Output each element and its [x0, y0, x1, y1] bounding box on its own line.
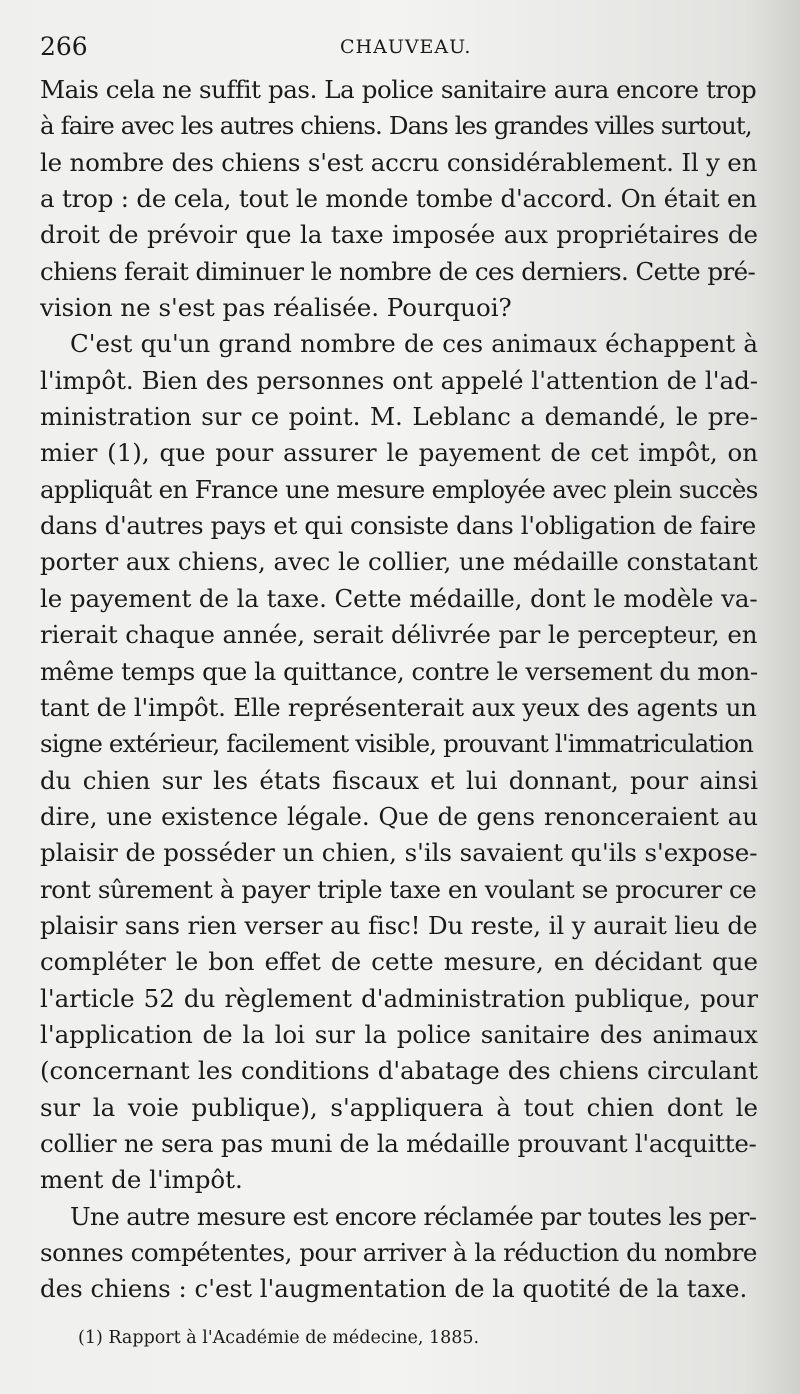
text-line: ront sûrement à payer triple taxe en voulant se procurer ce	[40, 874, 757, 904]
text-line: a trop : de cela, tout le monde tombe d'accord. On était en	[40, 184, 757, 214]
text-line: signe extérieur, facilement visible, prouvant l'immatriculation	[40, 729, 753, 759]
text-line: ment de l'impôt.	[40, 1165, 243, 1195]
text-line: mier (1), que pour assurer le payement de cet impôt, on	[40, 438, 758, 468]
text-line: sur la voie publique), s'appliquera à tout chien dont le	[40, 1092, 758, 1122]
text-line: rierait chaque année, serait délivrée par le percepteur, en	[40, 620, 758, 650]
body-text	[40, 72, 758, 1308]
footnote: (1) Rapport à l'Académie de médecine, 1885.	[78, 1328, 480, 1348]
text-line: collier ne sera pas muni de la médaille prouvant l'acquitte-	[40, 1128, 757, 1158]
text-line: plaisir de posséder un chien, s'ils savaient qu'ils s'expose-	[40, 838, 758, 868]
text-line: des chiens : c'est l'augmentation de la quotité de la taxe.	[40, 1274, 748, 1304]
text-line: appliquât en France une mesure employée avec plein succès	[40, 474, 758, 504]
text-line: sonnes compétentes, pour arriver à la réduction du nombre	[40, 1238, 757, 1267]
text-line: dire, une existence légale. Que de gens renonceraient au	[40, 801, 758, 831]
page-number: 266	[40, 32, 88, 61]
text-line: le nombre des chiens s'est accru considérablement. Il y en	[40, 147, 758, 177]
text-line: vision ne s'est pas réalisée. Pourquoi?	[40, 293, 512, 323]
text-line: chiens ferait diminuer le nombre de ces derniers. Cette pré-	[40, 256, 756, 286]
paragraph-start-line: Une autre mesure est encore réclamée par toutes les per-	[70, 1201, 757, 1231]
text-line: l'application de la loi sur la police sanitaire des animaux	[40, 1019, 758, 1049]
text-line: l'article 52 du règlement d'administration publique, pour	[40, 983, 758, 1013]
text-line: le payement de la taxe. Cette médaille, dont le modèle va-	[40, 583, 758, 613]
text-line: du chien sur les états fiscaux et lui donnant, pour ainsi	[40, 765, 758, 795]
text-line: (concernant les conditions d'abatage des chiens circulant	[40, 1056, 758, 1086]
text-line: porter aux chiens, avec le collier, une médaille constatant	[40, 547, 758, 577]
text-line: à faire avec les autres chiens. Dans les grandes villes surtout,	[40, 111, 752, 141]
text-line: ministration sur ce point. M. Leblanc a demandé, le pre-	[40, 402, 758, 432]
text-line: tant de l'impôt. Elle représenterait aux yeux des agents un	[40, 692, 757, 722]
text-line: Mais cela ne suffit pas. La police sanitaire aura encore trop	[40, 75, 757, 104]
text-line: droit de prévoir que la taxe imposée aux propriétaires de	[40, 220, 758, 250]
paragraph-start-line: C'est qu'un grand nombre de ces animaux échappent à	[70, 329, 758, 359]
text-line: même temps que la quittance, contre le versement du mon-	[40, 656, 758, 686]
running-head: CHAUVEAU.	[340, 36, 472, 58]
text-line: plaisir sans rien verser au fisc! Du reste, il y aurait lieu de	[40, 910, 758, 940]
text-line: compléter le bon effet de cette mesure, en décidant que	[40, 947, 758, 977]
page-header	[40, 28, 760, 68]
text-line: dans d'autres pays et qui consiste dans l'obligation de faire	[40, 511, 756, 541]
text-line: l'impôt. Bien des personnes ont appelé l'attention de l'ad-	[40, 365, 758, 395]
